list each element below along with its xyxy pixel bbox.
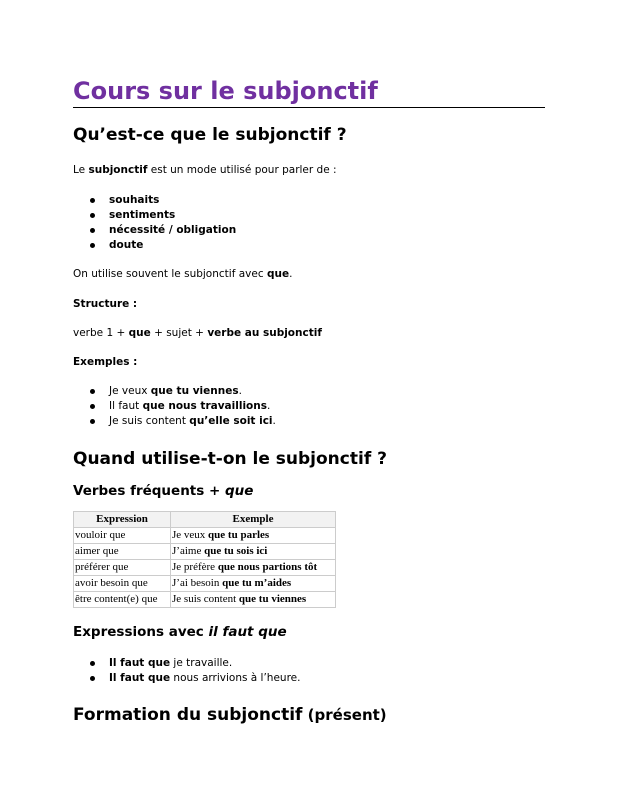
structure-formula: verbe 1 + que + sujet + verbe au subjonctif xyxy=(73,327,322,339)
intro-paragraph: Le subjonctif est un mode utilisé pour parler de : xyxy=(73,164,337,176)
list-item: Il faut que je travaille. xyxy=(73,656,545,671)
structure-label: Structure : xyxy=(73,298,138,310)
subheading-il-faut-que: Expressions avec il faut que xyxy=(73,624,287,640)
table-header: Expression xyxy=(74,512,171,528)
list-item: Il faut que nous arrivions à l’heure. xyxy=(73,671,545,686)
table-row xyxy=(74,592,336,608)
table-header-row xyxy=(74,512,336,528)
section-heading-usage: Quand utilise-t-on le subjonctif ? xyxy=(73,449,387,469)
document-title: Cours sur le subjonctif xyxy=(73,76,545,108)
table-cell: préférer que xyxy=(74,560,171,576)
table-cell: aimer que xyxy=(74,544,171,560)
table-cell: J’aime que tu sois ici xyxy=(171,544,336,560)
table-cell: vouloir que xyxy=(74,528,171,544)
table-cell: Je suis content que tu viennes xyxy=(171,592,336,608)
table-header: Exemple xyxy=(171,512,336,528)
subheading-verbs: Verbes fréquents + que xyxy=(73,483,254,499)
uses-list xyxy=(73,193,545,253)
que-paragraph: On utilise souvent le subjonctif avec que. xyxy=(73,268,293,280)
list-item: sentiments xyxy=(73,208,545,223)
document-content xyxy=(73,76,545,726)
section-heading-definition: Qu’est-ce que le subjonctif ? xyxy=(73,125,347,145)
list-item: nécessité / obligation xyxy=(73,223,545,238)
section-heading-formation: Formation du subjonctif (présent) xyxy=(73,705,387,725)
table-cell: Je veux que tu parles xyxy=(171,528,336,544)
list-item: Je suis content qu’elle soit ici. xyxy=(73,414,545,429)
verbs-table xyxy=(73,511,336,608)
list-item: Je veux que tu viennes. xyxy=(73,384,545,399)
table-cell: avoir besoin que xyxy=(74,576,171,592)
list-item: doute xyxy=(73,238,545,253)
table-row xyxy=(74,528,336,544)
table-cell: Je préfère que nous partions tôt xyxy=(171,560,336,576)
table-row xyxy=(74,544,336,560)
il-faut-que-list xyxy=(73,656,545,686)
table-row xyxy=(74,560,336,576)
table-cell: J’ai besoin que tu m’aides xyxy=(171,576,336,592)
table-cell: être content(e) que xyxy=(74,592,171,608)
list-item: souhaits xyxy=(73,193,545,208)
examples-list xyxy=(73,384,545,429)
table-row xyxy=(74,576,336,592)
list-item: Il faut que nous travaillions. xyxy=(73,399,545,414)
examples-label: Exemples : xyxy=(73,356,138,368)
